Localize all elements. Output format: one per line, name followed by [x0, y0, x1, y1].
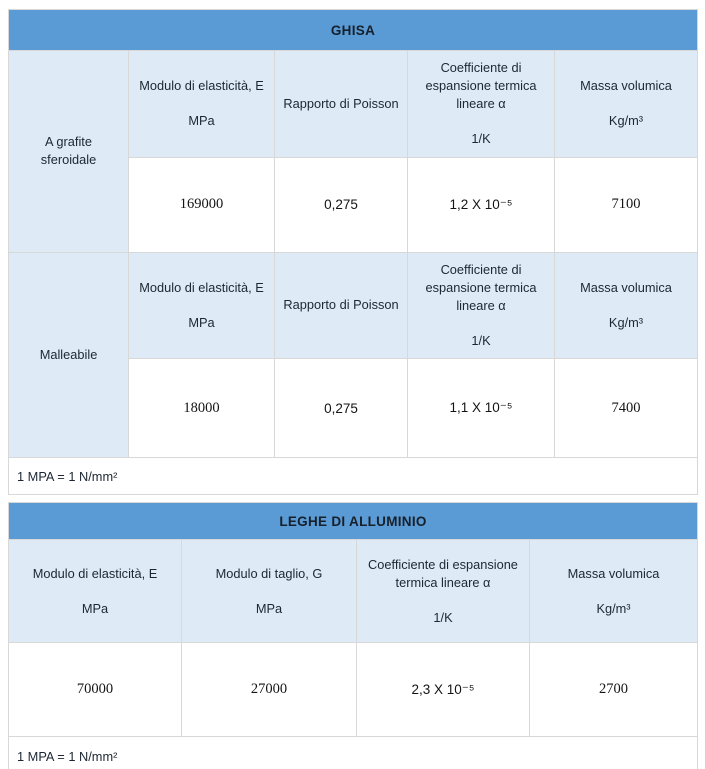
- ghisa-g2-value-poisson: 0,275: [275, 359, 408, 458]
- header-name: Rapporto di Poisson: [283, 297, 399, 313]
- alluminio-value-massa: 2700: [530, 643, 698, 737]
- ghisa-g1-value-poisson: 0,275: [275, 157, 408, 252]
- ghisa-g1-header-poisson: [275, 51, 408, 158]
- ghisa-g2-header-elasticita: [129, 252, 275, 359]
- table-gap: [8, 495, 697, 502]
- alluminio-header-massa: [530, 540, 698, 643]
- alluminio-header-taglio: [182, 540, 357, 643]
- header-name: Rapporto di Poisson: [283, 95, 399, 111]
- ghisa-g1-value-massa: 7100: [555, 157, 698, 252]
- header-unit: MPa: [188, 113, 215, 129]
- alluminio-header-elasticita: [9, 540, 182, 643]
- header-name: Massa volumica: [580, 279, 672, 295]
- header-name: Coefficiente di espansione termica lineare α: [425, 60, 537, 112]
- header-name: Modulo di elasticità, E: [139, 279, 264, 295]
- header-name: Modulo di elasticità, E: [139, 78, 264, 94]
- alluminio-table-title: LEGHE DI ALLUMINIO: [9, 503, 698, 540]
- header-unit: 1/K: [471, 131, 491, 147]
- ghisa-g1-value-coefficiente: 1,2 X 10⁻⁵: [408, 157, 555, 252]
- header-unit: MPa: [81, 600, 109, 616]
- header-unit: Kg/m³: [608, 113, 644, 129]
- alluminio-value-coefficiente: 2,3 X 10⁻⁵: [357, 643, 530, 737]
- ghisa-g2-value-elasticita: 18000: [129, 359, 275, 458]
- ghisa-g1-header-massa: [555, 51, 698, 158]
- ghisa-note: 1 MPA = 1 N/mm²: [9, 458, 698, 495]
- header-unit: 1/K: [471, 333, 491, 349]
- header-name: Modulo di elasticità, E: [32, 565, 158, 581]
- alluminio-value-elasticita: 70000: [9, 643, 182, 737]
- ghisa-g2-header-poisson: [275, 252, 408, 359]
- header-unit: Kg/m³: [596, 600, 631, 616]
- ghisa-group1-header-row: [9, 51, 698, 158]
- ghisa-note-row: [9, 458, 698, 495]
- ghisa-table: [8, 9, 698, 495]
- alluminio-title-row: [9, 503, 698, 540]
- alluminio-value-taglio: 27000: [182, 643, 357, 737]
- ghisa-group2-header-row: [9, 252, 698, 359]
- ghisa-g1-header-coefficiente: [408, 51, 555, 158]
- alluminio-table: [8, 502, 698, 769]
- ghisa-table-title: GHISA: [9, 10, 698, 51]
- header-name: Coefficiente di espansione termica lineare α: [368, 556, 518, 590]
- alluminio-note-row: [9, 737, 698, 769]
- ghisa-g1-header-elasticita: [129, 51, 275, 158]
- ghisa-g2-header-massa: [555, 252, 698, 359]
- header-name: Massa volumica: [580, 78, 672, 94]
- ghisa-g2-header-coefficiente: [408, 252, 555, 359]
- ghisa-g2-value-massa: 7400: [555, 359, 698, 458]
- ghisa-group1-label: A grafite sferoidale: [9, 51, 129, 253]
- alluminio-note: 1 MPA = 1 N/mm²: [9, 737, 698, 769]
- header-name: Massa volumica: [567, 565, 660, 581]
- ghisa-g1-value-elasticita: 169000: [129, 157, 275, 252]
- ghisa-title-row: [9, 10, 698, 51]
- ghisa-g2-value-coefficiente: 1,1 X 10⁻⁵: [408, 359, 555, 458]
- alluminio-header-coefficiente: [357, 540, 530, 643]
- header-name: Coefficiente di espansione termica lineare α: [425, 261, 537, 313]
- alluminio-header-row: [9, 540, 698, 643]
- ghisa-group2-label: Malleabile: [9, 252, 129, 458]
- header-unit: MPa: [255, 600, 283, 616]
- header-unit: Kg/m³: [608, 314, 644, 330]
- header-unit: 1/K: [433, 609, 453, 625]
- alluminio-value-row: [9, 643, 698, 737]
- header-name: Modulo di taglio, G: [215, 565, 323, 581]
- header-unit: MPa: [188, 314, 215, 330]
